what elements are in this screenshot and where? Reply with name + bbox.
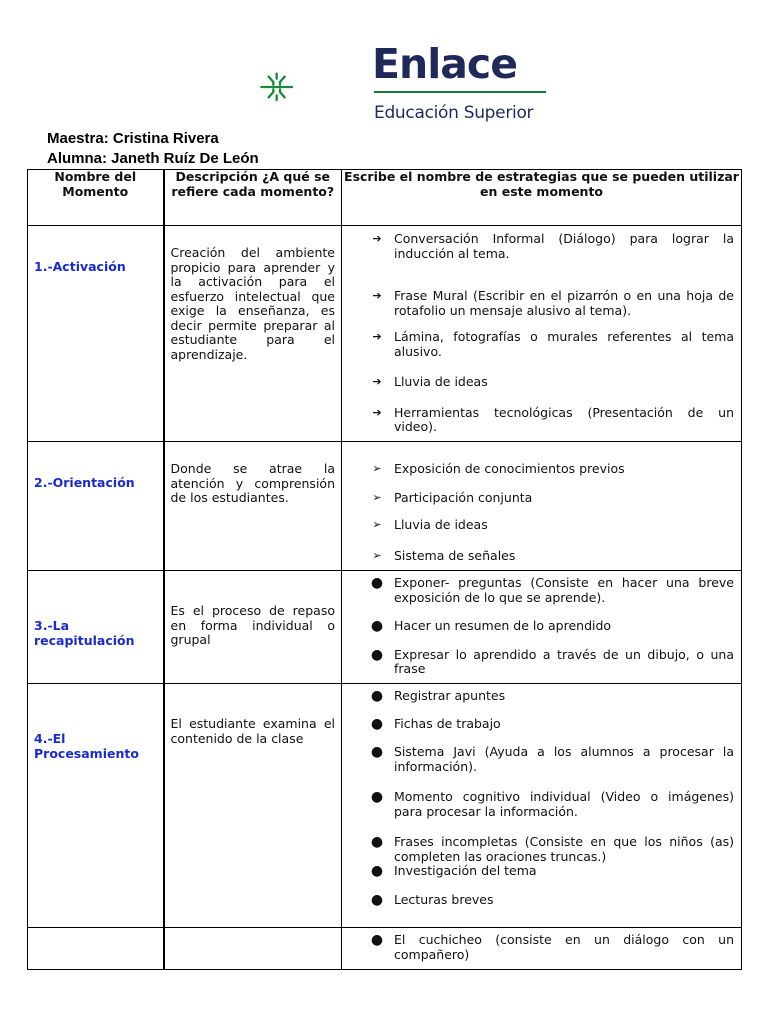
strategy-list (342, 571, 741, 677)
dot-bullet-icon: ● (370, 891, 384, 908)
strategy-list (342, 928, 741, 962)
dot-bullet-icon: ● (370, 932, 384, 948)
list-item: ● Expresar lo aprendido a través de un dibujo, o una frase (370, 646, 734, 676)
list-item: ➔ Herramientas tecnológicas (Presentación de un video). (394, 406, 734, 435)
strategy-list (342, 226, 741, 435)
dot-bullet-icon: ● (370, 715, 384, 732)
arrow-bullet-icon: ➔ (372, 289, 382, 302)
arrow-bullet-icon: ➔ (372, 375, 382, 388)
list-item: ➢ Sistema de señales (394, 549, 734, 564)
brand-divider (374, 91, 546, 93)
teacher-name: Maestra: Cristina Rivera (47, 130, 219, 147)
table-header-row (28, 170, 742, 226)
strategy-list (342, 684, 741, 907)
list-item: ● Sistema Javi (Ayuda a los alumnos a procesar la información). (370, 744, 734, 774)
list-item: ● Investigación del tema (370, 863, 537, 879)
list-item: ➢ Exposición de conocimientos previos (394, 462, 734, 477)
table-row (28, 684, 742, 928)
dot-bullet-icon: ● (370, 646, 384, 663)
list-item: ➔ Conversación Informal (Diálogo) para lograr la inducción al tema. (394, 232, 734, 261)
table-row (28, 571, 742, 684)
list-item: ➢ Lluvia de ideas (394, 518, 734, 533)
arrow-bullet-icon: ➔ (372, 330, 382, 343)
moment-name: 1.-Activación (34, 259, 126, 274)
dot-bullet-icon: ● (370, 789, 384, 805)
enlace-logo-mark (260, 44, 360, 130)
column-header-moment: Nombre del Momento (28, 170, 164, 226)
brand-name: Enlace (372, 40, 518, 88)
table-row (28, 928, 742, 970)
arrow-bullet-icon: ➔ (372, 232, 382, 245)
student-name: Alumna: Janeth Ruíz De León (47, 150, 259, 167)
moment-description: Donde se atrae la atención y comprensión de los estudiantes. (170, 461, 335, 505)
list-item: ● Fichas de trabajo (370, 715, 501, 732)
arrow-bullet-icon: ➔ (372, 405, 382, 419)
list-item: ➔ Lámina, fotografías o murales referentes al tema alusivo. (394, 330, 734, 359)
strategy-list (342, 442, 741, 563)
list-item: ● Frases incompletas (Consiste en que los niños (as) completen las oraciones truncas.) (370, 834, 734, 864)
list-item: ● Lecturas breves (370, 891, 494, 908)
moment-name: 2.-Orientación (34, 475, 135, 490)
dot-bullet-icon: ● (370, 618, 384, 634)
list-item: ➢ Participación conjunta (394, 491, 734, 506)
list-item: ➔ Lluvia de ideas (394, 375, 734, 390)
table-row (28, 442, 742, 571)
list-item: ● Hacer un resumen de lo aprendido (370, 618, 612, 634)
dot-bullet-icon: ● (370, 575, 384, 591)
triangle-bullet-icon: ➢ (372, 490, 382, 504)
triangle-bullet-icon: ➢ (372, 518, 382, 531)
list-item: ● El cuchicheo (consiste en un diálogo con un compañero) (370, 932, 734, 962)
table-row (28, 226, 742, 442)
brand-subtitle: Educación Superior (374, 103, 534, 123)
list-item: ➔ Frase Mural (Escribir en el pizarrón o en una hoja de rotafolio un mensaje alusivo al tema). (394, 289, 734, 318)
moment-description: Es el proceso de repaso en forma individual o grupal (170, 603, 335, 647)
moments-table (27, 169, 742, 970)
list-item: ● Registrar apuntes (370, 688, 506, 704)
dot-bullet-icon: ● (370, 688, 384, 704)
column-header-description: Descripción ¿A qué se refiere cada momento? (164, 170, 342, 226)
dot-bullet-icon: ● (370, 744, 384, 760)
moment-name: 3.-La recapitulación (34, 618, 135, 648)
triangle-bullet-icon: ➢ (372, 548, 382, 562)
moment-description: El estudiante examina el contenido de la clase (170, 716, 335, 746)
dot-bullet-icon: ● (370, 834, 384, 850)
list-item: ● Momento cognitivo individual (Video o imágenes) para procesar la información. (370, 789, 734, 819)
column-header-strategies: Escribe el nombre de estrategias que se pueden utilizar en este momento (342, 170, 742, 226)
dot-bullet-icon: ● (370, 863, 384, 879)
moment-name: 4.-El Procesamiento (34, 731, 139, 761)
moment-description: Creación del ambiente propicio para aprender y la activación para el esfuerzo intelectual que exige la enseñanza, es decir permite preparar al estudiante para el aprendizaje. (170, 245, 335, 362)
list-item: ● Exponer- preguntas (Consiste en hacer una breve exposición de lo que se aprende). (370, 575, 734, 605)
triangle-bullet-icon: ➢ (372, 462, 382, 475)
